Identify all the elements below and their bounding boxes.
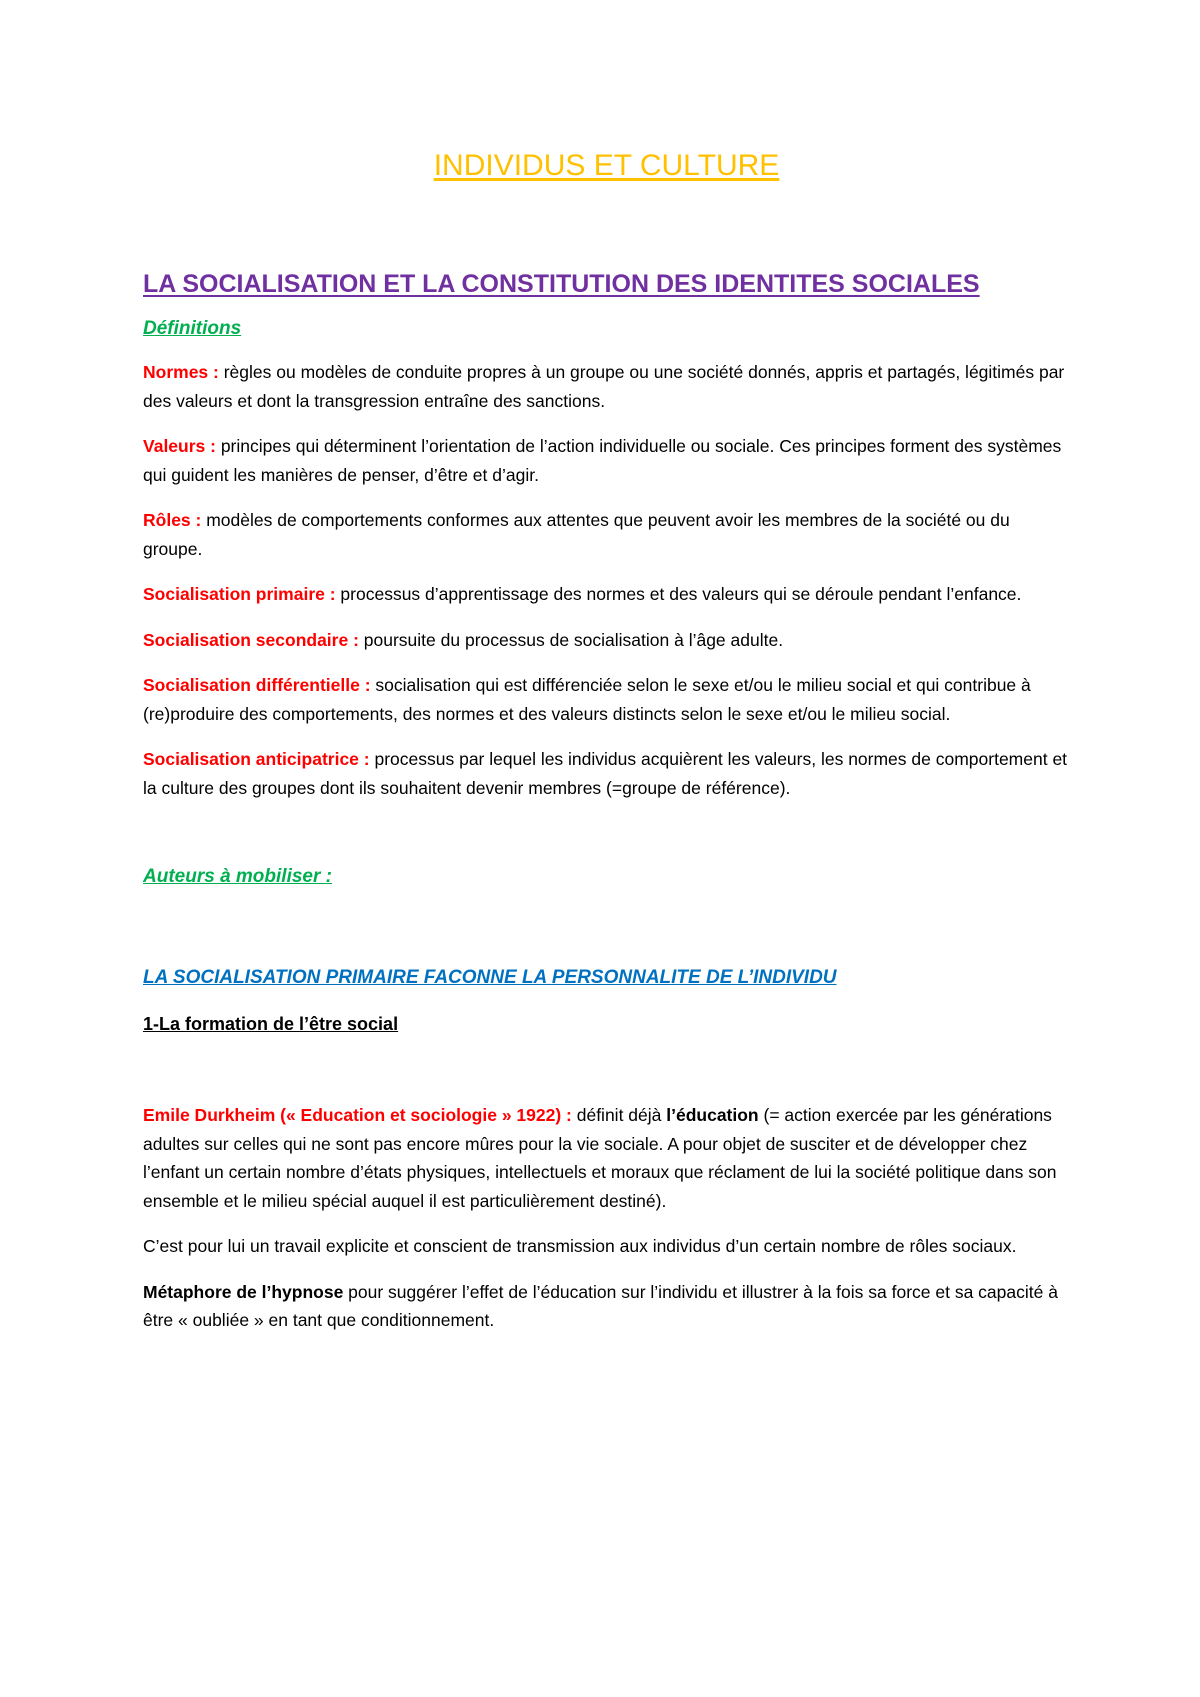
definition-text: processus d’apprentissage des normes et des valeurs qui se déroule pendant l’enfance. (340, 584, 1022, 604)
definition-term: Valeurs : (143, 436, 221, 456)
author-reference: Emile Durkheim (« Education et sociologie » 1922) : (143, 1105, 577, 1125)
definition-roles (143, 506, 1070, 563)
definition-text: poursuite du processus de socialisation à l’âge adulte. (363, 629, 784, 650)
definition-term: Socialisation primaire : (143, 584, 341, 604)
document-title: INDIVIDUS ET CULTURE (433, 149, 780, 182)
transmission-paragraph: C’est pour lui un travail explicite et conscient de transmission aux individus d’un certain nombre de rôles sociaux. (143, 1236, 1017, 1256)
paragraph-text: définit déjà (576, 1105, 667, 1125)
definition-socialisation-anticipatrice (143, 745, 1070, 802)
definition-term: Socialisation différentielle : (143, 675, 376, 695)
definitions-heading: Définitions (143, 318, 242, 339)
paragraph-text: (= action exercée par les générations adultes sur celles qui ne sont pas encore mûres pour la vie sociale. A pour objet de susciter et de développer chez l’enfant un certain nombre d’états physiques, intellectuels et moraux que réclament de lui la société politique dans son ensemble et le milieu spécial auquel il est particulièrement destiné). (143, 1105, 1057, 1211)
emphasis-text: l’éducation (666, 1105, 759, 1125)
authors-heading: Auteurs à mobiliser : (143, 866, 332, 887)
section-title-socialisation: LA SOCIALISATION ET LA CONSTITUTION DES IDENTITES SOCIALES (143, 270, 980, 298)
definition-term: Socialisation anticipatrice : (143, 749, 375, 769)
paragraph-text: pour suggérer l’effet de l’éducation sur l’individu et illustrer à la fois sa force et sa capacité à être « oubliée » en tant que conditionnement. (143, 1281, 1058, 1330)
definition-socialisation-differentielle (143, 671, 1070, 728)
definition-normes (143, 358, 1070, 415)
emphasis-text: Métaphore de l’hypnose (143, 1281, 344, 1302)
definition-term: Rôles : (143, 510, 207, 530)
definition-socialisation-secondaire (143, 626, 1070, 655)
definition-text: modèles de comportements conformes aux attentes que peuvent avoir les membres de la société ou du groupe. (143, 510, 1010, 559)
definition-text: principes qui déterminent l’orientation de l’action individuelle ou sociale. Ces principes forment des systèmes qui guident les manières de penser, d’être et d’agir. (143, 436, 1062, 485)
definition-socialisation-primaire (143, 580, 1070, 609)
hypnose-paragraph (143, 1278, 1070, 1335)
subsection-formation-etre-social: 1-La formation de l’être social (143, 1014, 399, 1034)
definition-term: Socialisation secondaire : (143, 629, 364, 650)
definition-text: socialisation qui est différenciée selon le sexe et/ou le milieu social et qui contribue à (re)produire des comportements, des normes et des valeurs distincts selon le sexe et/ou le milieu social. (143, 675, 1031, 724)
definition-valeurs (143, 432, 1070, 489)
durkheim-paragraph (143, 1101, 1070, 1215)
definition-term: Normes : (143, 362, 224, 382)
section-title-socialisation-primaire: LA SOCIALISATION PRIMAIRE FACONNE LA PERSONNALITE DE L’INDIVIDU (143, 967, 837, 988)
definition-text: processus par lequel les individus acquièrent les valeurs, les normes de comportement et la culture des groupes dont ils souhaitent devenir membres (=groupe de référence). (143, 749, 1068, 798)
definition-text: règles ou modèles de conduite propres à un groupe ou une société donnés, appris et partagés, légitimés par des valeurs et dont la transgression entraîne des sanctions. (143, 362, 1065, 411)
